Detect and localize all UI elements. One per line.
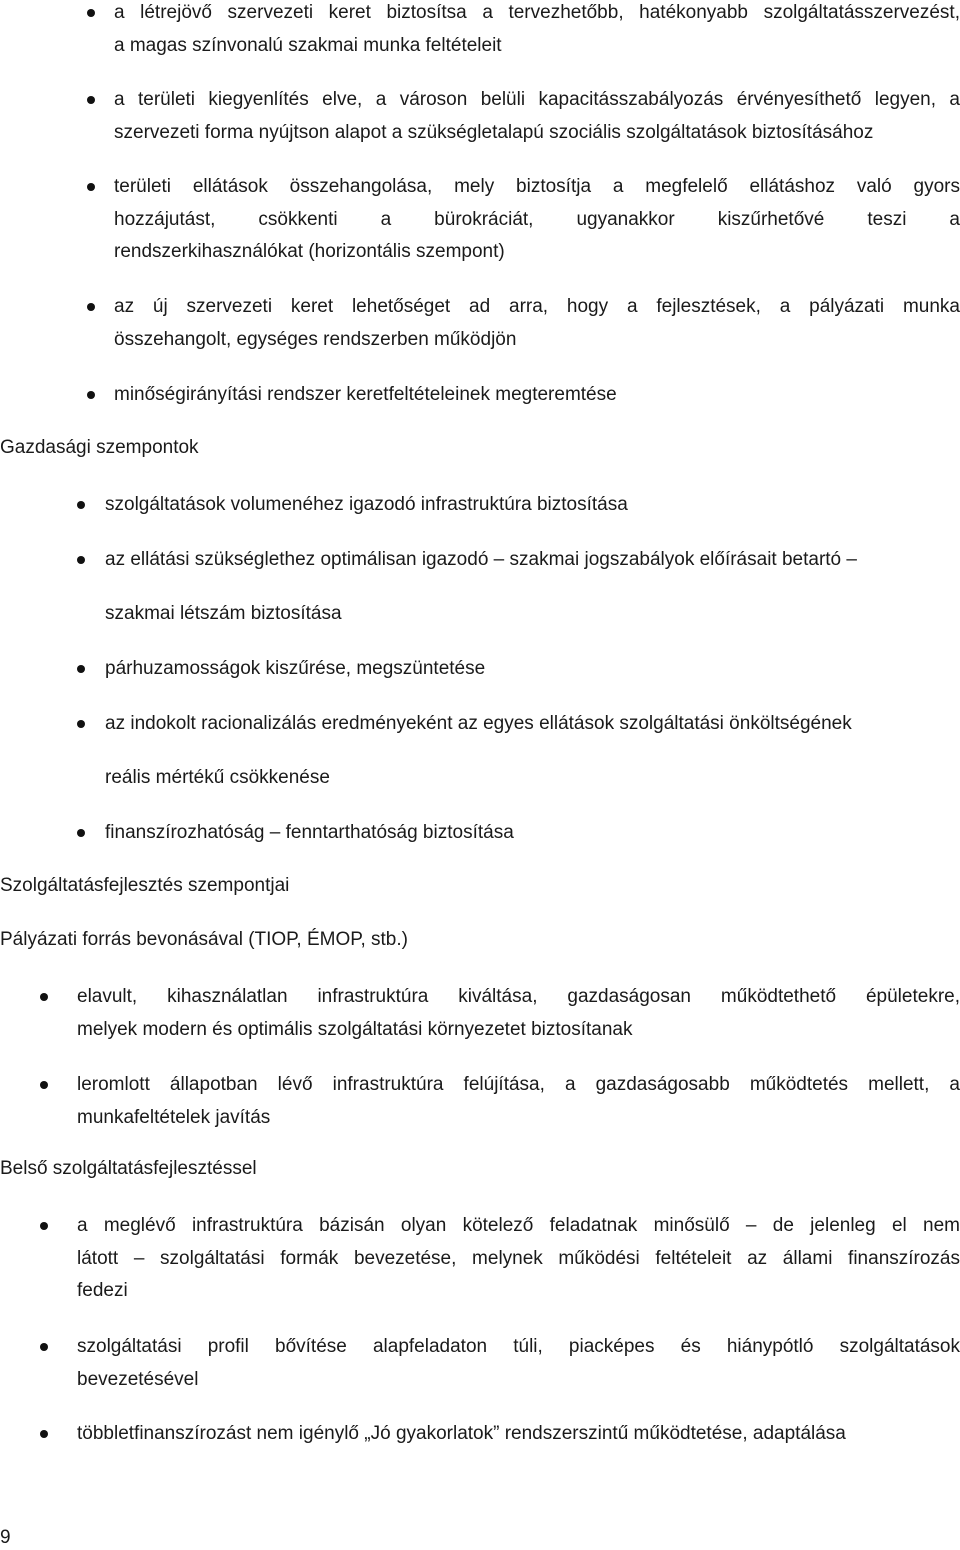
- list-item-line: látott – szolgáltatási formák bevezetése, melynek működési feltételeit az állami finanszírozás: [77, 1247, 960, 1269]
- list-item-line: szakmai létszám biztosítása: [105, 603, 342, 624]
- list-item-line: szervezeti forma nyújtson alapot a szükségletalapú szociális szolgáltatások biztosításához: [114, 121, 874, 143]
- bullet-icon: [40, 993, 48, 1001]
- list-item-line: minőségirányítási rendszer keretfeltételeinek megteremtése: [114, 384, 617, 405]
- bullet-icon: [87, 391, 95, 399]
- list-item-line: munkafeltételek javítás: [77, 1106, 271, 1128]
- list-item-line: többletfinanszírozást nem igénylő „Jó gyakorlatok” rendszerszintű működtetése, adaptálása: [77, 1423, 846, 1444]
- list-item-continuation: [70, 762, 960, 795]
- list-item: [70, 489, 960, 522]
- bullet-icon: [87, 183, 95, 191]
- list-item: [80, 0, 960, 63]
- bullet-icon: [77, 829, 85, 837]
- list-item-line: szolgáltatási profil bővítése alapfeladaton túli, piacképes és hiánypótló szolgáltatások: [77, 1336, 960, 1357]
- list-item-line: a magas színvonalú szakmai munka feltételeit: [114, 34, 502, 56]
- list-item: [40, 981, 960, 1047]
- list-item: [70, 708, 960, 741]
- bullet-icon: [40, 1343, 48, 1351]
- list-item: [40, 1418, 960, 1451]
- list-item-line: szolgáltatások volumenéhez igazodó infrastruktúra biztosítása: [105, 494, 628, 515]
- list-item-line: elavult, kihasználatlan infrastruktúra kiváltása, gazdaságosan működtethető épületekre,: [77, 986, 960, 1007]
- list-item-line: az ellátási szükséglethez optimálisan igazodó – szakmai jogszabályok előírásait betartó –: [105, 549, 857, 570]
- list-item-line: összehangolt, egységes rendszerben működjön: [114, 328, 517, 350]
- bullet-icon: [40, 1081, 48, 1089]
- section-heading: Gazdasági szempontok: [0, 437, 199, 458]
- list-item-line: melyek modern és optimális szolgáltatási környezetet biztosítanak: [77, 1018, 633, 1040]
- bullet-icon: [77, 665, 85, 673]
- bullet-icon: [77, 720, 85, 728]
- list-item: [80, 379, 960, 412]
- section-heading: Szolgáltatásfejlesztés szempontjai: [0, 875, 290, 896]
- list-item-line: reális mértékű csökkenése: [105, 767, 330, 788]
- list-item: [40, 1331, 960, 1397]
- bullet-icon: [77, 501, 85, 509]
- list-item-line: az indokolt racionalizálás eredményeként az egyes ellátások szolgáltatási önköltségének: [105, 713, 852, 734]
- bullet-icon: [87, 303, 95, 311]
- list-item: [70, 653, 960, 686]
- list-item-line: a létrejövő szervezeti keret biztosítsa a tervezhetőbb, hatékonyabb szolgáltatásszervezést,: [114, 2, 960, 23]
- page-number: 9: [0, 1527, 11, 1548]
- bullet-icon: [77, 556, 85, 564]
- bullet-icon: [87, 96, 95, 104]
- list-item-line: finanszírozhatóság – fenntarthatóság biztosítása: [105, 822, 514, 843]
- list-item: [80, 291, 960, 357]
- list-item-line: leromlott állapotban lévő infrastruktúra felújítása, a gazdaságosabb működtetés mellett, a: [77, 1074, 960, 1095]
- bullet-icon: [40, 1222, 48, 1230]
- list-item-line: hozzájutást, csökkenti a bürokráciát, ugyanakkor kiszűrhetővé teszi a: [114, 208, 960, 230]
- list-item-line: párhuzamosságok kiszűrése, megszüntetése: [105, 658, 486, 679]
- list-item-line: a meglévő infrastruktúra bázisán olyan kötelező feladatnak minősülő – de jelenleg el nem: [77, 1215, 960, 1236]
- list-item-line: bevezetésével: [77, 1368, 199, 1390]
- list-item-line: területi ellátások összehangolása, mely biztosítja a megfelelő ellátáshoz való gyors: [114, 176, 960, 197]
- list-item: [40, 1069, 960, 1135]
- list-item-line: fedezi: [77, 1280, 128, 1301]
- list-item: [40, 1210, 960, 1308]
- section-heading: Belső szolgáltatásfejlesztéssel: [0, 1158, 257, 1179]
- list-item-line: a területi kiegyenlítés elve, a városon belüli kapacitásszabályozás érvényesíthető legyen, a: [114, 89, 960, 110]
- list-item-line: az új szervezeti keret lehetőséget ad arra, hogy a fejlesztések, a pályázati munka: [114, 296, 960, 317]
- list-item: [80, 84, 960, 150]
- list-item-continuation: [70, 598, 960, 631]
- bullet-icon: [40, 1430, 48, 1438]
- section-heading: Pályázati forrás bevonásával (TIOP, ÉMOP, stb.): [0, 929, 408, 950]
- list-item-line: rendszerkihasználókat (horizontális szempont): [114, 241, 505, 262]
- bullet-icon: [87, 9, 95, 17]
- list-item: [70, 817, 960, 850]
- list-item: [70, 544, 960, 577]
- list-item: [80, 171, 960, 269]
